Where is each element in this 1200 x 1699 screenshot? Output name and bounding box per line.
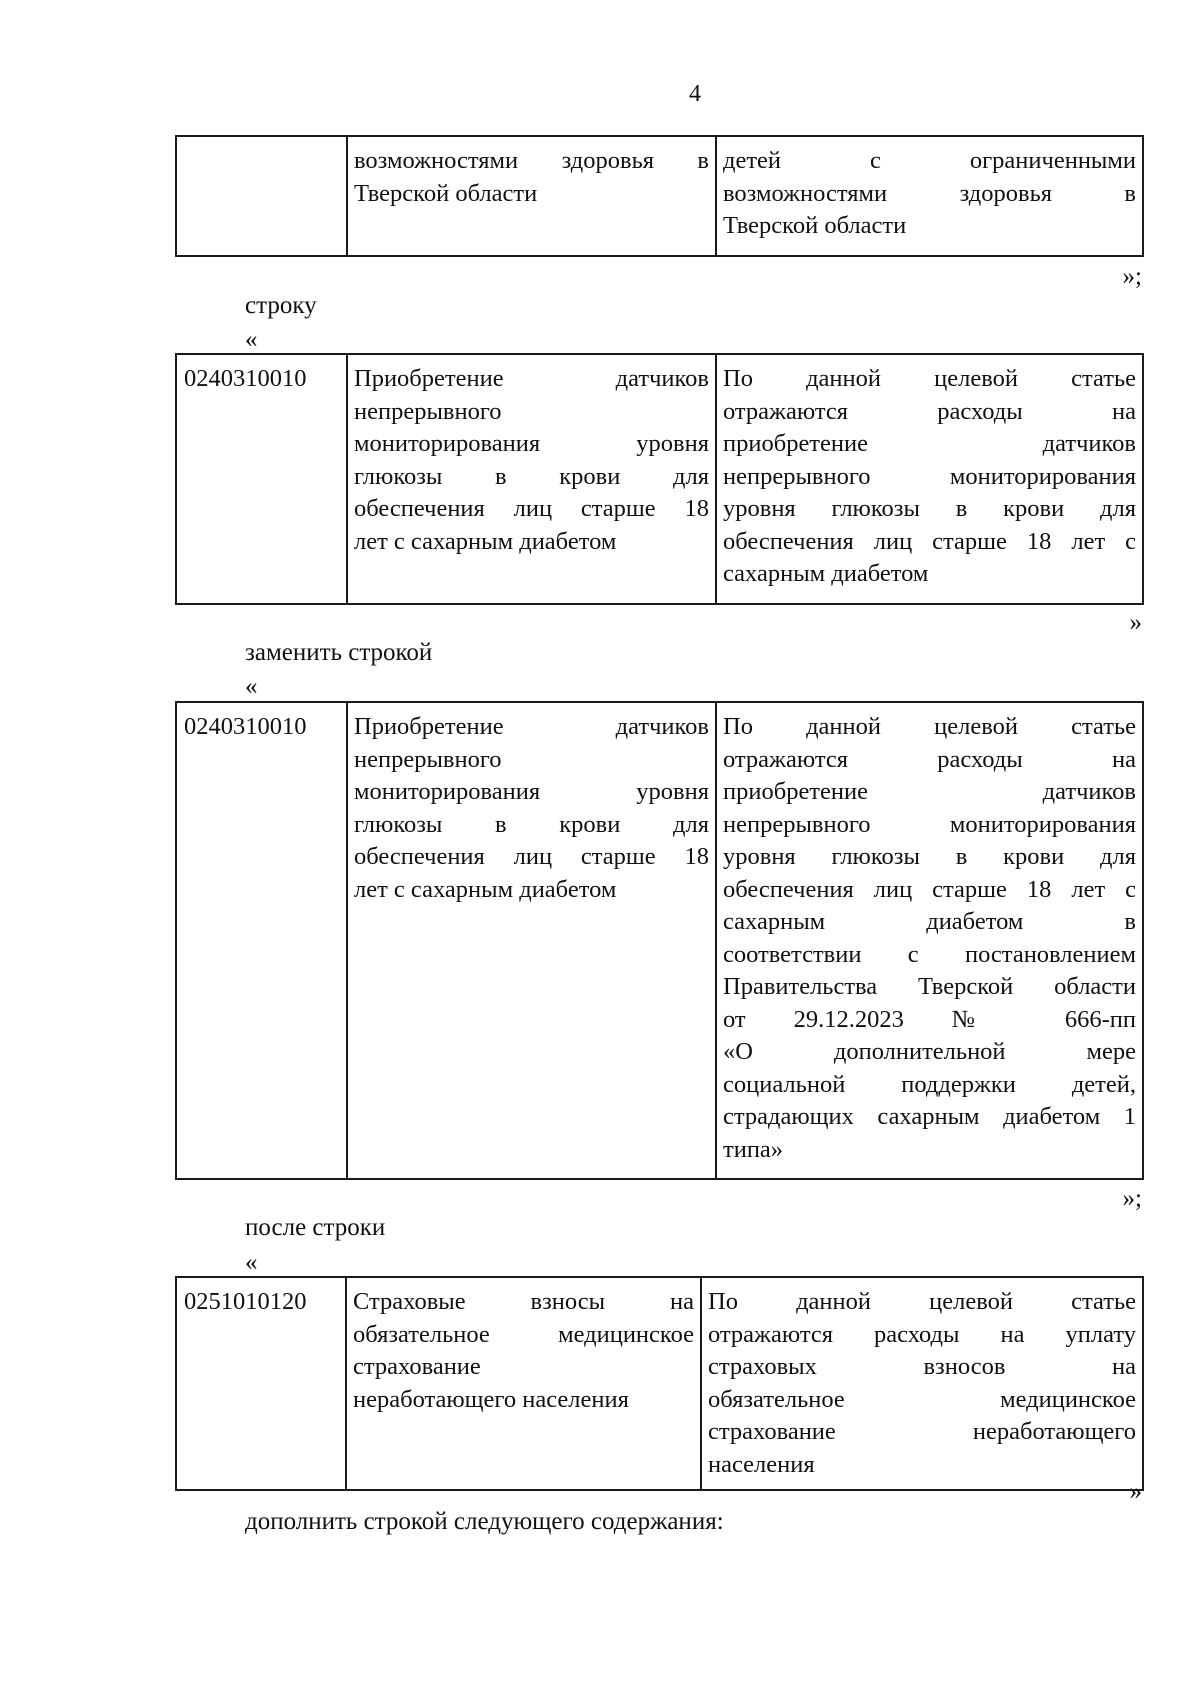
- cell-line: страховых взносов на: [708, 1353, 1136, 1380]
- cell-line: По данной целевой статье: [708, 1288, 1136, 1315]
- cell-line: страхование: [353, 1353, 481, 1380]
- cell-line: отражаются расходы на уплату: [708, 1320, 1136, 1348]
- paragraph-label: строку: [245, 292, 317, 319]
- table-old-row: [175, 353, 1144, 605]
- cell-line: обеспечения лиц старше 18: [354, 495, 709, 522]
- cell-line: уровня глюкозы в крови для: [723, 495, 1136, 522]
- table-row: [176, 136, 1143, 256]
- cell-line: страхование неработающего: [708, 1418, 1136, 1445]
- closing-quote: »: [1129, 1478, 1142, 1505]
- page-number: 4: [689, 81, 701, 107]
- opening-quote: «: [245, 1249, 258, 1276]
- cell-line: приобретение датчиков: [723, 430, 1136, 457]
- cell-line: социальной поддержки детей,: [723, 1070, 1136, 1098]
- paragraph-label: дополнить строкой следующего содержания:: [245, 1508, 724, 1535]
- table-row: [176, 702, 1143, 1179]
- table-continuation: [175, 135, 1144, 257]
- cell-line: Правительства Тверской области: [723, 973, 1136, 1000]
- cell-line: Приобретение датчиков: [354, 365, 709, 392]
- cell-line: обеспечения лиц старше 18 лет с: [723, 527, 1136, 555]
- cell-line: мониторирования уровня: [354, 778, 709, 805]
- closing-quote: »;: [1122, 1185, 1142, 1212]
- paragraph-label: после строки: [245, 1214, 386, 1241]
- description-cell: [716, 354, 1143, 604]
- cell-line: непрерывного: [354, 397, 502, 425]
- description-cell: [716, 136, 1143, 256]
- cell-line: возможностями здоровья в: [354, 147, 709, 174]
- cell-line: сахарным диабетом: [723, 560, 929, 587]
- name-cell: [347, 354, 716, 604]
- cell-line: мониторирования уровня: [354, 430, 709, 457]
- cell-line: населения: [708, 1450, 815, 1478]
- cell-line: непрерывного: [354, 745, 502, 773]
- cell-line: неработающего населения: [353, 1385, 629, 1413]
- cell-line: По данной целевой статье: [723, 713, 1136, 740]
- paragraph-label: заменить строкой: [245, 639, 433, 666]
- code-cell: 0251010120: [176, 1277, 346, 1490]
- cell-line: обязательное медицинское: [353, 1320, 694, 1348]
- cell-line: глюкозы в крови для: [354, 462, 709, 490]
- cell-line: глюкозы в крови для: [354, 810, 709, 838]
- cell-line: отражаются расходы на: [723, 745, 1136, 773]
- cell-line: непрерывного мониторирования: [723, 810, 1136, 838]
- cell-line: «О дополнительной мере: [723, 1038, 1136, 1065]
- description-cell: [701, 1277, 1143, 1490]
- cell-line: отражаются расходы на: [723, 397, 1136, 425]
- code-cell: [176, 136, 347, 256]
- cell-line: лет с сахарным диабетом: [354, 527, 617, 555]
- table-row: [176, 1277, 1143, 1490]
- cell-line: обязательное медицинское: [708, 1385, 1136, 1413]
- cell-line: Тверской области: [723, 212, 907, 239]
- cell-line: уровня глюкозы в крови для: [723, 843, 1136, 870]
- cell-line: По данной целевой статье: [723, 365, 1136, 392]
- table-new-row: [175, 701, 1144, 1180]
- opening-quote: «: [245, 673, 258, 700]
- cell-line: соответствии с постановлением: [723, 940, 1136, 968]
- cell-line: сахарным диабетом в: [723, 908, 1136, 935]
- cell-line: обеспечения лиц старше 18: [354, 843, 709, 870]
- cell-line: от 29.12.2023 № 666-пп: [723, 1005, 1136, 1033]
- cell-line: лет с сахарным диабетом: [354, 875, 617, 903]
- closing-quote: »;: [1122, 263, 1142, 290]
- code-cell: 0240310010: [176, 702, 347, 1179]
- cell-line: типа»: [723, 1135, 784, 1163]
- cell-line: Тверской области: [354, 179, 538, 207]
- cell-line: возможностями здоровья в: [723, 179, 1136, 207]
- cell-line: детей с ограниченными: [723, 147, 1136, 174]
- cell-line: Приобретение датчиков: [354, 713, 709, 740]
- table-row: [176, 354, 1143, 604]
- cell-line: обеспечения лиц старше 18 лет с: [723, 875, 1136, 903]
- code-cell: 0240310010: [176, 354, 347, 604]
- cell-line: страдающих сахарным диабетом 1: [723, 1103, 1136, 1130]
- name-cell: [347, 702, 716, 1179]
- cell-line: Страховые взносы на: [353, 1288, 694, 1315]
- cell-line: приобретение датчиков: [723, 778, 1136, 805]
- name-cell: [346, 1277, 701, 1490]
- description-cell: [716, 702, 1143, 1179]
- closing-quote: »: [1129, 609, 1142, 636]
- cell-line: непрерывного мониторирования: [723, 462, 1136, 490]
- opening-quote: «: [245, 326, 258, 353]
- name-cell: [347, 136, 716, 256]
- table-after-row: [175, 1276, 1144, 1491]
